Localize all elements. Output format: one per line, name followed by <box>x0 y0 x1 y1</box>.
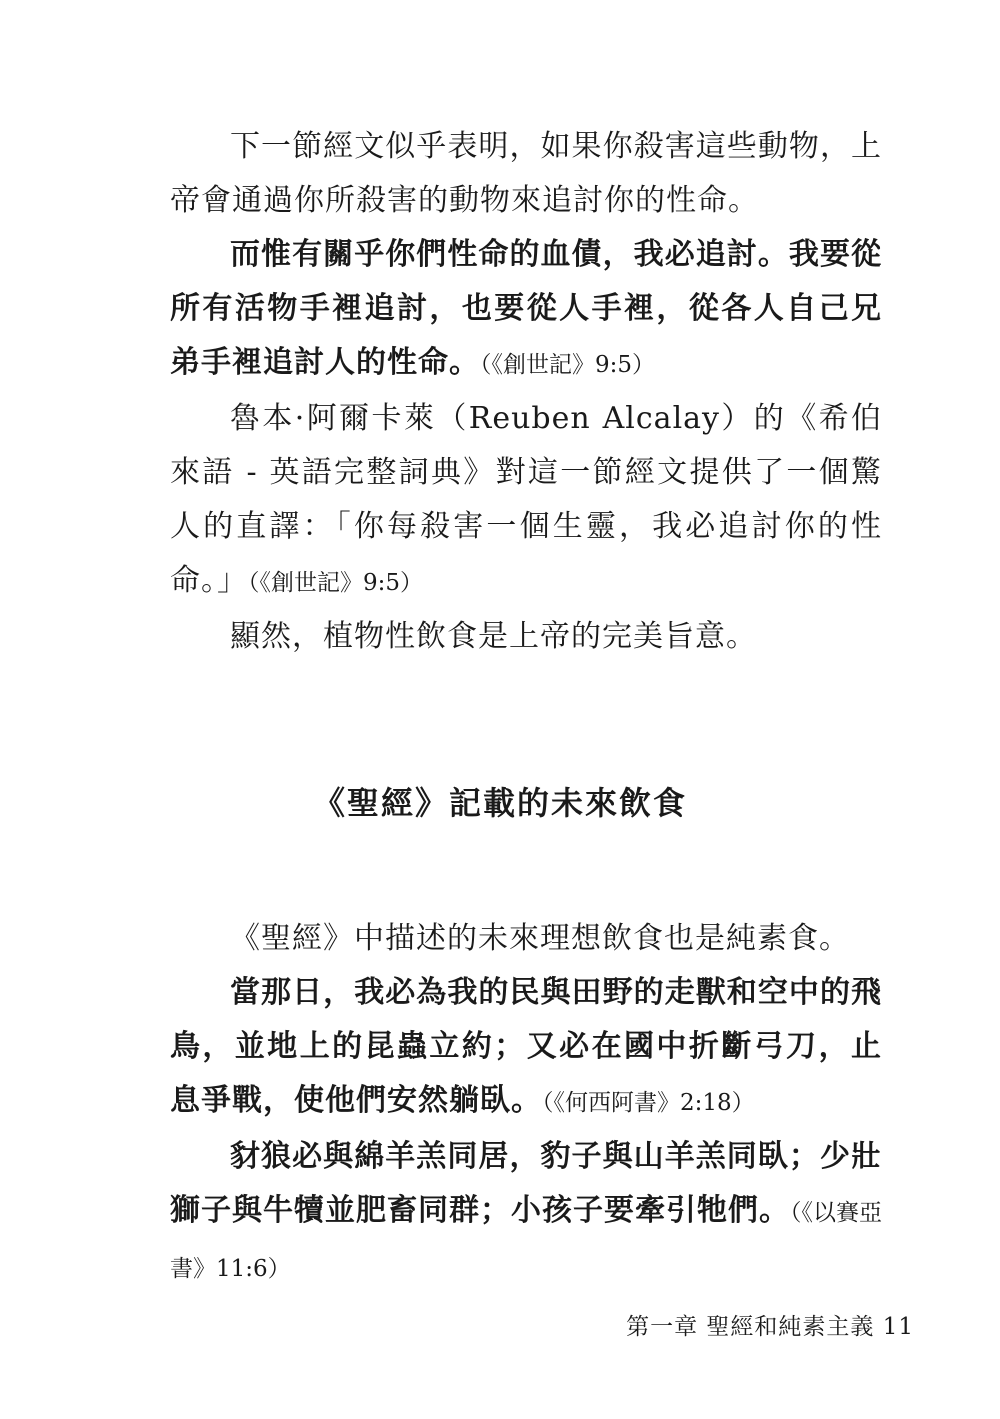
quote-text: 豺狼必與綿羊羔同居，豹子與山羊羔同臥；少壯獅子與牛犢並肥畜同群；小孩子要牽引牠們。 <box>170 1139 882 1228</box>
citation: （《以賽亞書》11:6） <box>170 1200 882 1282</box>
scripture-quote <box>170 966 882 1130</box>
page-footer <box>626 1308 914 1341</box>
section-heading: 《聖經》記載的未來飲食 <box>312 784 687 822</box>
section-2 <box>170 912 882 1296</box>
quote-text: 而惟有關乎你們性命的血債，我必追討。我要從所有活物手裡追討，也要從人手裡，從各人自己兄弟手裡追討人的性命。 <box>170 237 882 380</box>
paragraph <box>170 392 882 610</box>
quote-text: 當那日，我必為我的民與田野的走獸和空中的飛鳥，並地上的昆蟲立約；又必在國中折斷弓刀，止息爭戰，使他們安然躺臥。 <box>170 975 882 1118</box>
chapter-title: 第一章 聖經和純素主義 <box>626 1314 875 1340</box>
paragraph-text: 魯本·阿爾卡萊（Reuben Alcalay）的《希伯來語 - 英語完整詞典》對這一節經文提供了一個驚人的直譯：「你每殺害一個生靈，我必追討你的性命。」 <box>170 401 882 598</box>
paragraph: 《聖經》中描述的未來理想飲食也是純素食。 <box>230 921 850 956</box>
citation: （《何西阿書》2:18） <box>542 1090 755 1116</box>
paragraph: 顯然，植物性飲食是上帝的完美旨意。 <box>230 619 757 654</box>
scripture-quote <box>170 1130 882 1296</box>
section-1 <box>170 120 882 664</box>
citation: （《創世記》9:5） <box>480 352 656 378</box>
page-number: 11 <box>882 1314 914 1340</box>
scripture-quote <box>170 228 882 392</box>
citation: （《創世記》9:5） <box>248 570 424 596</box>
paragraph: 下一節經文似乎表明，如果你殺害這些動物，上帝會通過你所殺害的動物來追討你的性命。 <box>170 129 882 218</box>
